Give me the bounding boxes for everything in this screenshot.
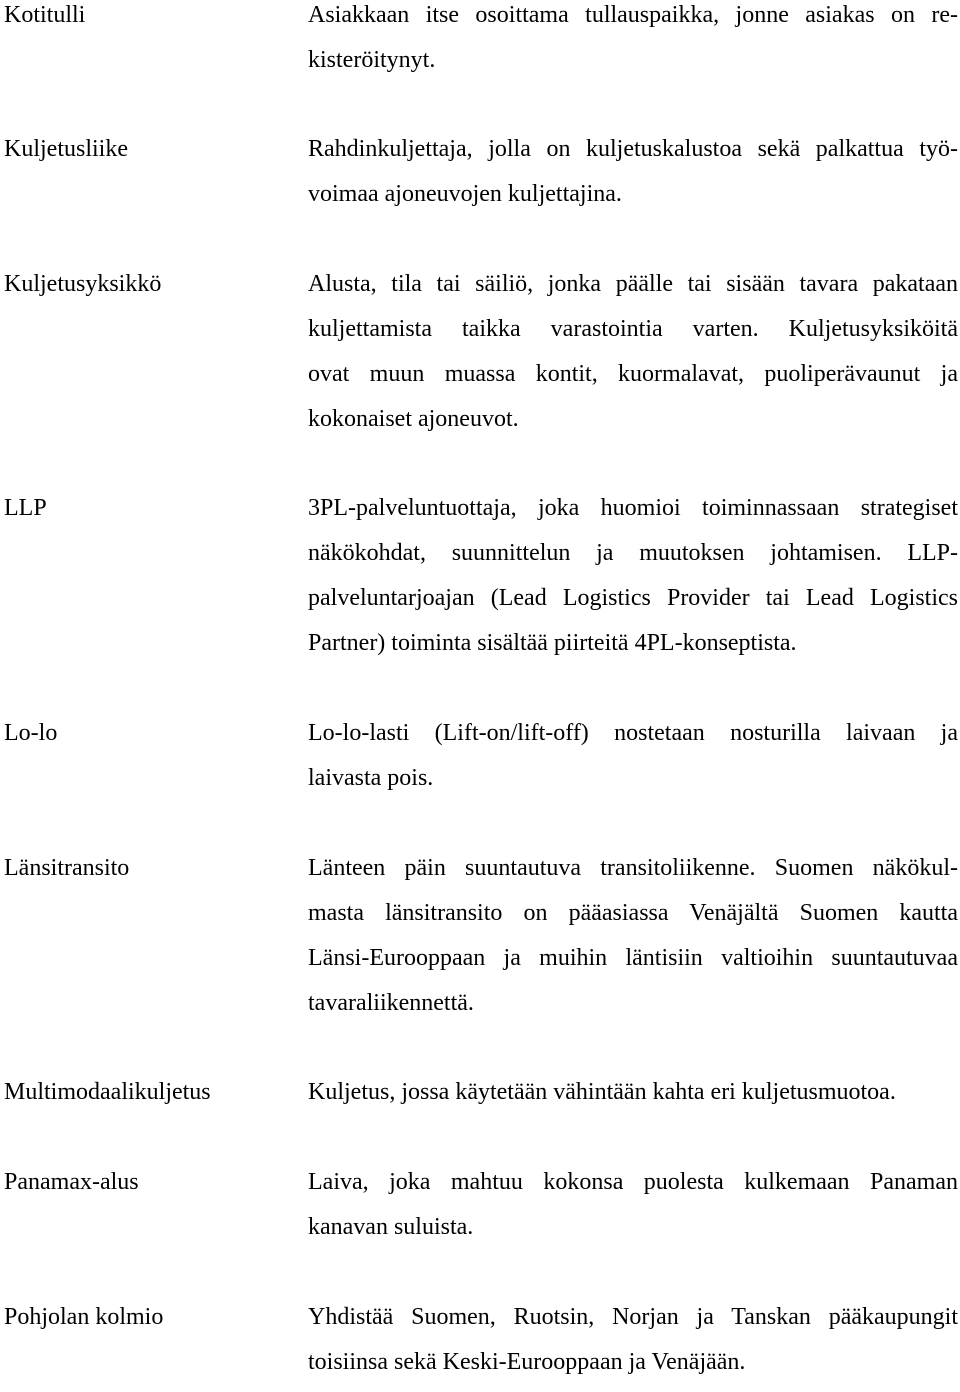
definition-line: kokonaiset ajoneuvot. (308, 406, 519, 432)
definition-lo-lo (308, 718, 958, 808)
definition-line: palveluntarjoajan (Lead Logistics Provider tai Lead Logistics (308, 585, 958, 611)
term-llp: LLP (4, 495, 47, 521)
definition-line: Yhdistää Suomen, Ruotsin, Norjan ja Tanskan pääkaupungit (308, 1304, 958, 1330)
definition-line: toisiinsa sekä Keski-Eurooppaan ja Venäjään. (308, 1349, 746, 1375)
definition-kotitulli (308, 0, 958, 90)
definition-lansitransito (308, 853, 958, 1033)
definition-line: Länteen päin suuntautuva transitoliikenne. Suomen näkökul- (308, 855, 958, 881)
definition-line: kanavan suluista. (308, 1214, 474, 1240)
definition-line: voimaa ajoneuvojen kuljettajina. (308, 181, 622, 207)
definition-line: Partner) toiminta sisältää piirteitä 4PL-konseptista. (308, 630, 797, 656)
definition-line: Asiakkaan itse osoittama tullauspaikka, jonne asiakas on re- (308, 2, 958, 28)
term-kotitulli: Kotitulli (4, 2, 86, 28)
definition-line: Lo-lo-lasti (Lift-on/lift-off) nostetaan nosturilla laivaan ja (308, 720, 958, 746)
definition-line: Laiva, joka mahtuu kokonsa puolesta kulkemaan Panaman (308, 1169, 958, 1195)
definition-line: näkökohdat, suunnittelun ja muutoksen johtamisen. LLP- (308, 540, 958, 566)
definition-multimodaalikuljetus (308, 1077, 958, 1122)
definition-line: Kuljetus, jossa käytetään vähintään kahta eri kuljetusmuotoa. (308, 1079, 896, 1105)
definition-line: kuljettamista taikka varastointia varten. Kuljetusyksiköitä (308, 316, 958, 342)
definition-line: masta länsitransito on pääasiassa Venäjältä Suomen kautta (308, 900, 958, 926)
definition-line: tavaraliikennettä. (308, 990, 474, 1016)
definition-line: Länsi-Eurooppaan ja muihin läntisiin valtioihin suuntautuvaa (308, 945, 958, 971)
definition-line: Alusta, tila tai säiliö, jonka päälle tai sisään tavara pakataan (308, 271, 958, 297)
term-pohjolan-kolmio: Pohjolan kolmio (4, 1304, 164, 1330)
term-kuljetusyksikko: Kuljetusyksikkö (4, 271, 162, 297)
definition-kuljetusyksikko (308, 269, 958, 449)
term-kuljetusliike: Kuljetusliike (4, 136, 128, 162)
definition-line: 3PL-palveluntuottaja, joka huomioi toiminnassaan strategiset (308, 495, 958, 521)
definition-line: laivasta pois. (308, 765, 434, 791)
definition-line: ovat muun muassa kontit, kuormalavat, puoliperävaunut ja (308, 361, 958, 387)
term-panamax-alus: Panamax-alus (4, 1169, 139, 1195)
definition-line: kisteröitynyt. (308, 47, 436, 73)
term-lo-lo: Lo-lo (4, 720, 58, 746)
definition-pohjolan-kolmio (308, 1302, 958, 1392)
definition-line: Rahdinkuljettaja, jolla on kuljetuskalustoa sekä palkattua työ- (308, 136, 958, 162)
term-multimodaalikuljetus: Multimodaalikuljetus (4, 1079, 211, 1105)
definition-kuljetusliike (308, 134, 958, 224)
definition-panamax-alus (308, 1167, 958, 1257)
term-lansitransito: Länsitransito (4, 855, 130, 881)
definition-llp (308, 493, 958, 673)
